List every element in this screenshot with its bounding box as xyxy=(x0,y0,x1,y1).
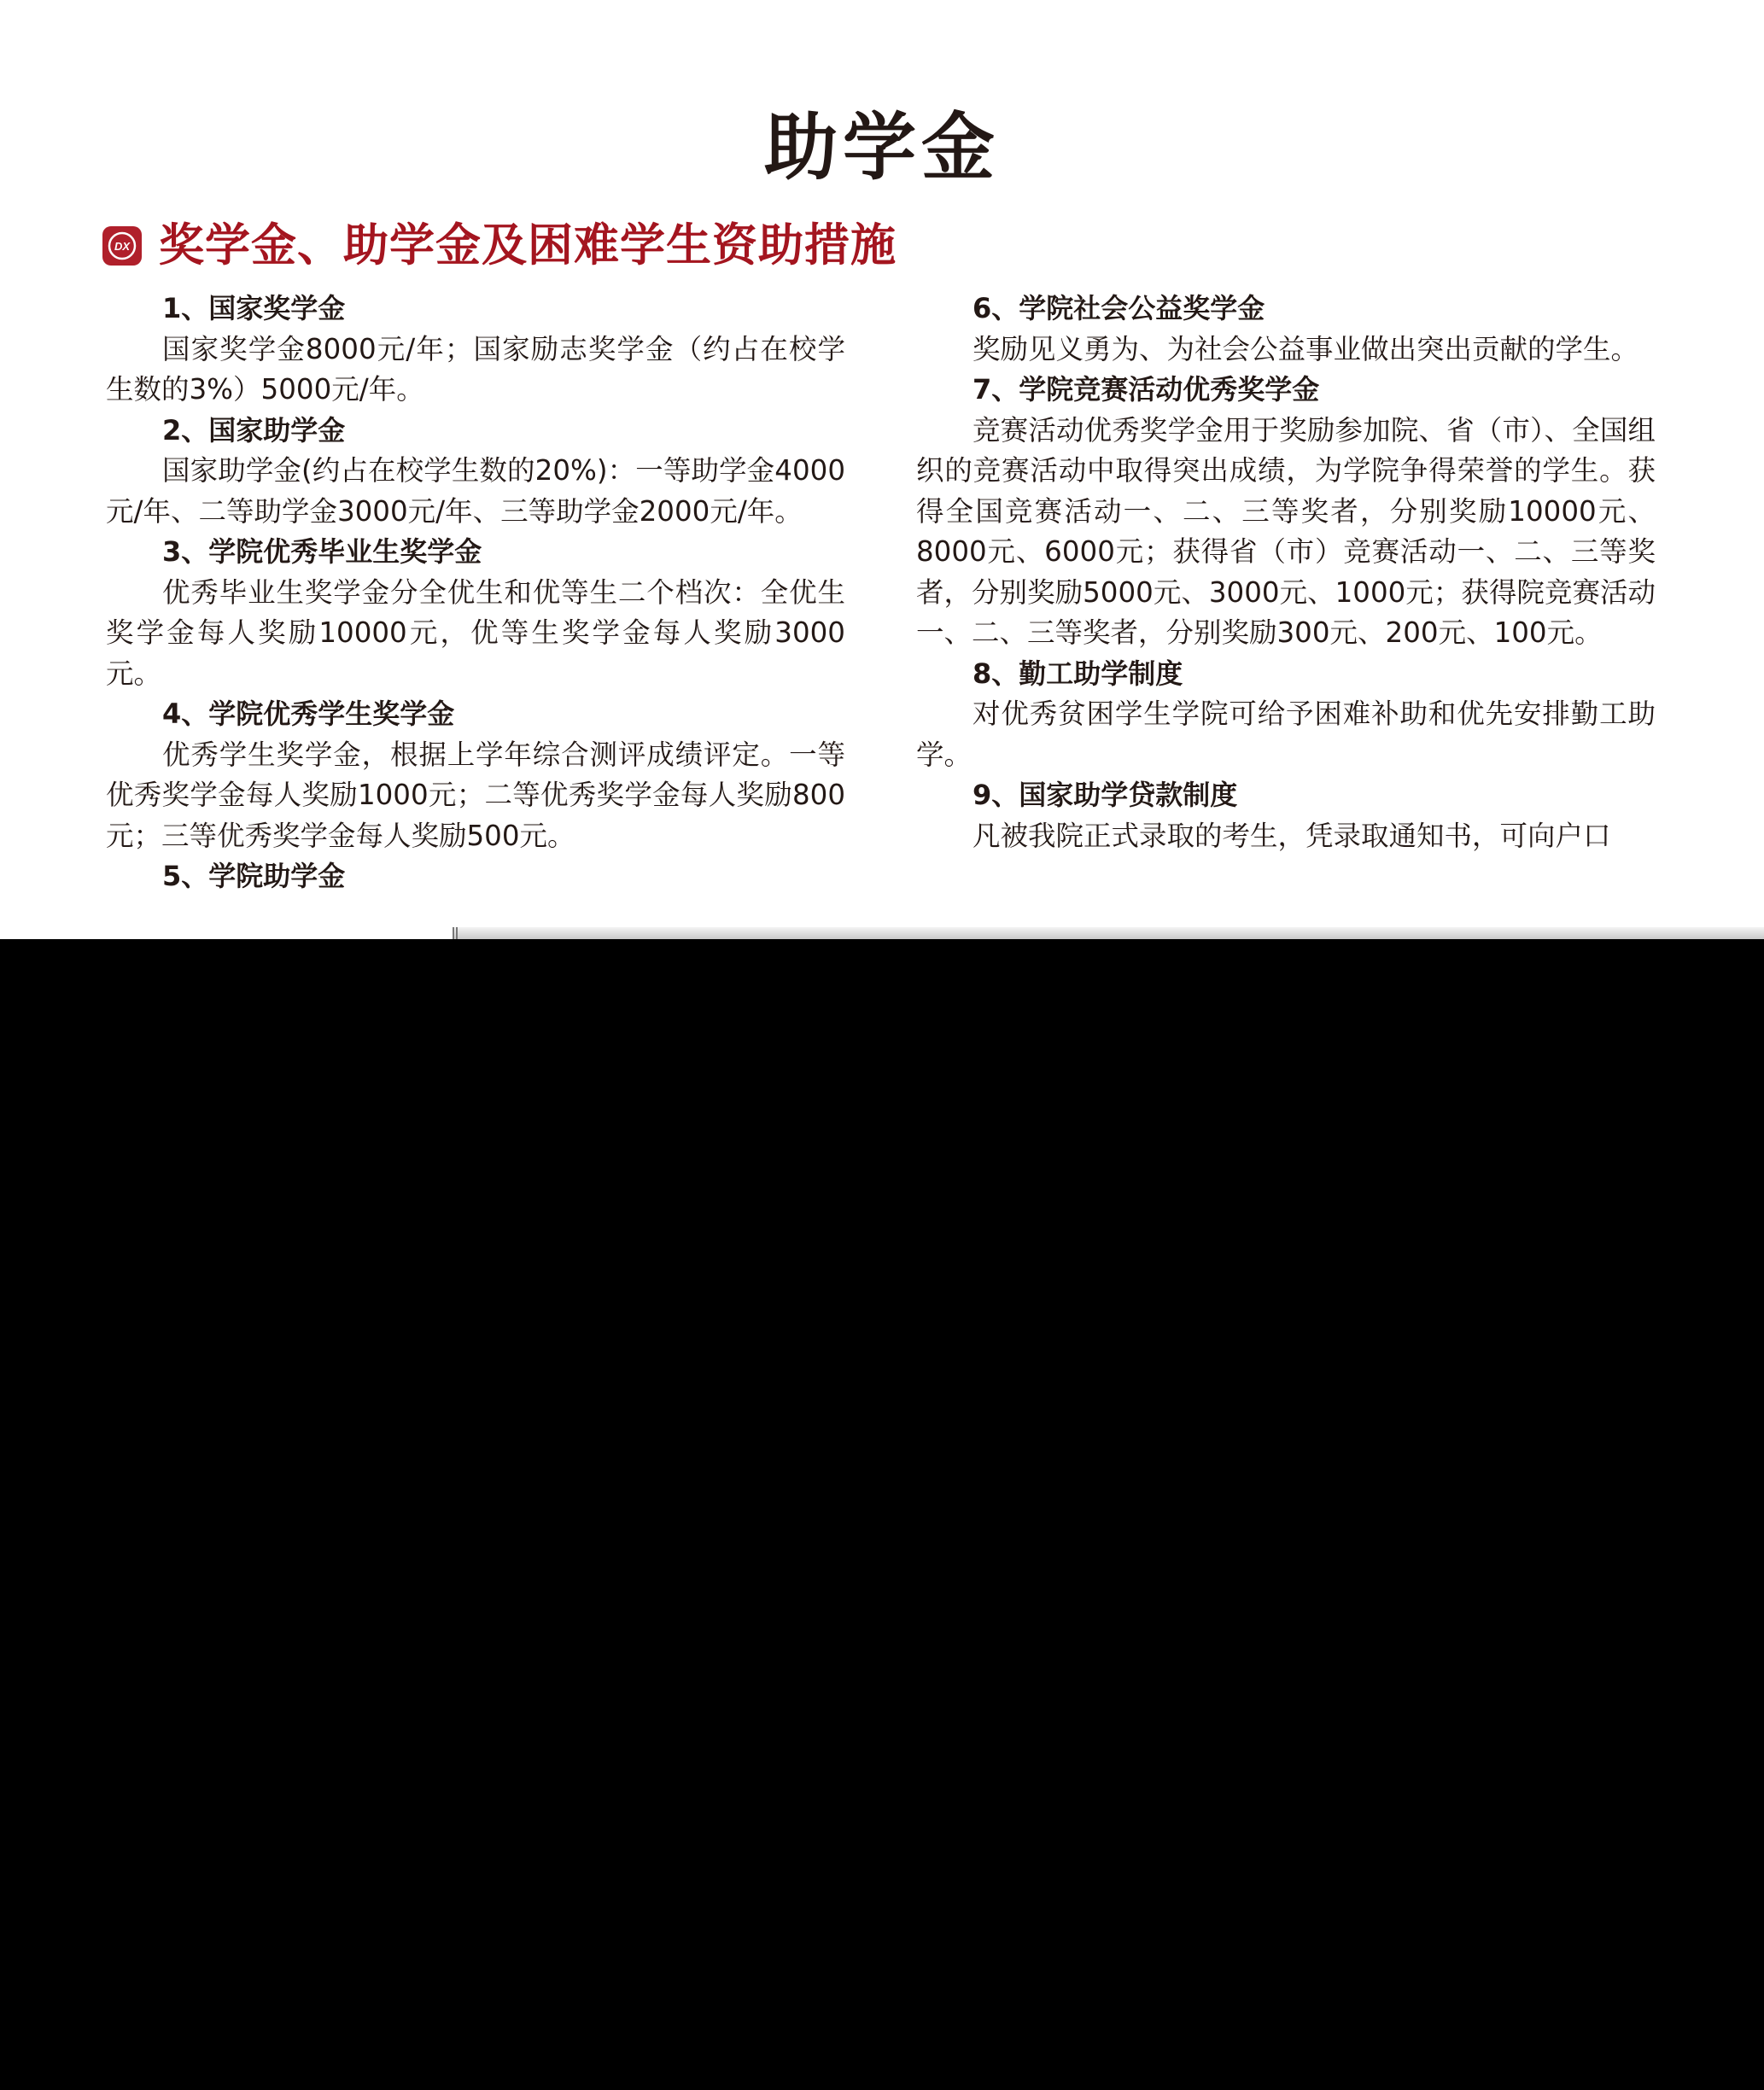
college-logo-emblem xyxy=(106,230,138,262)
item-title: 7、学院竞赛活动优秀奖学金 xyxy=(973,373,1320,406)
item-text: 国家助学金(约占在校学生数的20%)：一等助学金4000元/年、二等助学金3000元/年、三等助学金2000元/年。 xyxy=(106,454,845,528)
logo-text: DX xyxy=(114,240,131,253)
item-3 xyxy=(106,532,845,694)
item-title: 1、国家奖学金 xyxy=(162,292,346,324)
item-text: 对优秀贫困学生学院可给予困难补助和优先安排勤工助学。 xyxy=(916,698,1656,771)
item-text: 凡被我院正式录取的考生，凭录取通知书，可向户口 xyxy=(973,819,1611,852)
item-1 xyxy=(106,289,845,411)
document-page xyxy=(0,0,1764,939)
item-title: 3、学院优秀毕业生奖学金 xyxy=(162,535,482,568)
item-title: 8、勤工助学制度 xyxy=(973,657,1183,690)
item-title: 2、国家助学金 xyxy=(162,413,346,447)
item-9 xyxy=(916,775,1656,856)
item-text: 竞赛活动优秀奖学金用于奖励参加院、省（市）、全国组织的竞赛活动中取得突出成绩，为学院争得荣誉的学生。获得全国竞赛活动一、二、三等奖者，分别奖励10000元、8000元、6000元；获得省（市）竞赛活动一、二、三等奖者，分别奖励5000元、3000元、1000元；获得院竞赛活动一、二、三等奖者，分别奖励300元、200元、100元。 xyxy=(916,413,1656,649)
item-6 xyxy=(916,289,1656,370)
left-column xyxy=(106,289,845,897)
section-title: 奖学金、助学金及困难学生资助措施 xyxy=(159,219,897,271)
item-title: 9、国家助学贷款制度 xyxy=(973,779,1238,811)
item-text: 奖励见义勇为、为社会公益事业做出突出贡献的学生。 xyxy=(973,332,1639,365)
page-title: 助学金 xyxy=(764,105,1000,190)
item-title: 4、学院优秀学生奖学金 xyxy=(162,698,455,730)
college-logo-icon xyxy=(102,226,142,266)
item-text: 优秀学生奖学金，根据上学年综合测评成绩评定。一等优秀奖学金每人奖励1000元；二等优秀奖学金每人奖励800元；三等优秀奖学金每人奖励500元。 xyxy=(106,738,845,852)
item-2 xyxy=(106,411,845,533)
page-content xyxy=(0,0,1764,927)
item-text: 优秀毕业生奖学金分全优生和优等生二个档次：全优生奖学金每人奖励10000元，优等生奖学金每人奖励3000元。 xyxy=(106,575,845,690)
item-title: 6、学院社会公益奖学金 xyxy=(973,292,1265,324)
item-4 xyxy=(106,694,845,856)
right-column xyxy=(916,289,1656,856)
item-text: 国家奖学金8000元/年；国家励志奖学金（约占在校学生数的3%）5000元/年。 xyxy=(106,332,845,406)
page-cut-edge xyxy=(453,927,1764,939)
item-8 xyxy=(916,654,1656,776)
black-background xyxy=(0,939,1764,2090)
item-title: 5、学院助学金 xyxy=(162,860,346,892)
section-header xyxy=(102,215,897,277)
item-5 xyxy=(106,856,845,897)
item-7 xyxy=(916,370,1656,654)
